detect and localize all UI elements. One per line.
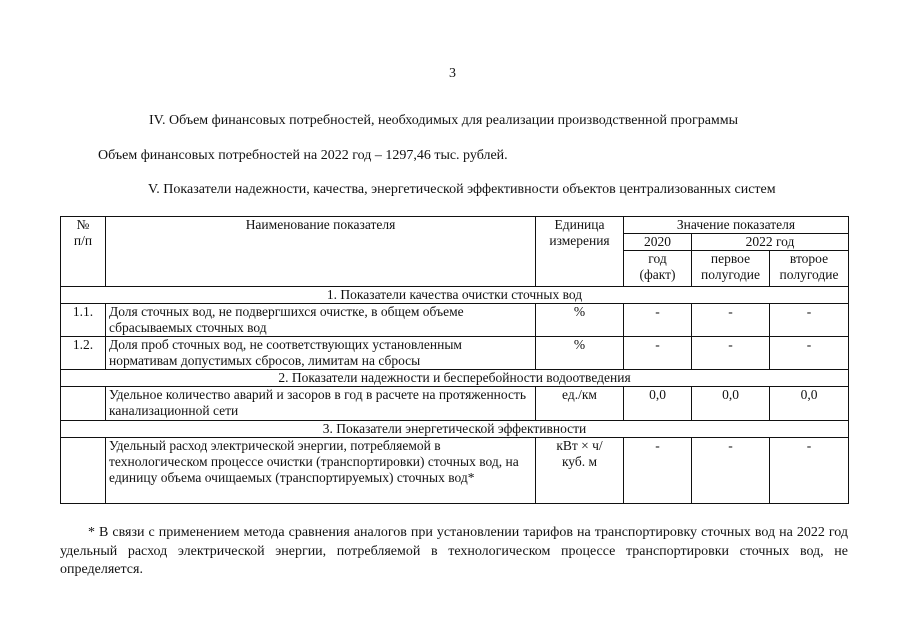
- row-value-half-2: 0,0: [770, 387, 849, 421]
- header-num: № п/п: [61, 217, 106, 287]
- header-2020-fact: год (факт): [624, 251, 692, 287]
- header-2020: 2020: [624, 234, 692, 251]
- row-num: [61, 387, 106, 421]
- header-unit: Единица измерения: [536, 217, 624, 287]
- row-num: 1.2.: [61, 337, 106, 370]
- header-2022: 2022 год: [692, 234, 849, 251]
- row-unit: %: [536, 304, 624, 337]
- row-unit: ед./км: [536, 387, 624, 421]
- row-value-2020: -: [624, 337, 692, 370]
- row-value-2020: 0,0: [624, 387, 692, 421]
- indicators-table: [60, 216, 849, 504]
- table-row: [61, 387, 849, 421]
- row-num: 1.1.: [61, 304, 106, 337]
- row-name: Удельный расход электрической энергии, потребляемой в технологическом процессе очистки (транспортировки) сточных вод, на единицу объема очищаемых (транспортируемых) сточных вод*: [106, 438, 536, 504]
- table-row: [61, 438, 849, 504]
- row-value-2020: -: [624, 304, 692, 337]
- row-value-half-1: -: [692, 438, 770, 504]
- section-title-quality: 1. Показатели качества очистки сточных вод: [61, 287, 849, 304]
- row-value-half-2: -: [770, 304, 849, 337]
- table-row: [61, 337, 849, 370]
- row-value-half-1: -: [692, 337, 770, 370]
- table-row: [61, 304, 849, 337]
- section-5-title: V. Показатели надежности, качества, энергетической эффективности объектов централизованных систем: [148, 182, 776, 197]
- row-value-half-2: -: [770, 337, 849, 370]
- header-half-1: первое полугодие: [692, 251, 770, 287]
- page-number: 3: [449, 66, 456, 81]
- row-name: Удельное количество аварий и засоров в год в расчете на протяженность канализационной сети: [106, 387, 536, 421]
- row-unit: %: [536, 337, 624, 370]
- financial-needs-text: Объем финансовых потребностей на 2022 год – 1297,46 тыс. рублей.: [98, 148, 508, 163]
- section-title-reliability: 2. Показатели надежности и бесперебойности водоотведения: [61, 370, 849, 387]
- header-half-2: второе полугодие: [770, 251, 849, 287]
- section-4-title: IV. Объем финансовых потребностей, необходимых для реализации производственной программы: [149, 113, 739, 128]
- header-value: Значение показателя: [624, 217, 849, 234]
- row-value-half-1: -: [692, 304, 770, 337]
- row-name: Доля проб сточных вод, не соответствующих установленным нормативам допустимых сбросов, лимитам на сбросы: [106, 337, 536, 370]
- row-unit: кВт × ч/ куб. м: [536, 438, 624, 504]
- row-value-2020: -: [624, 438, 692, 504]
- row-value-half-2: -: [770, 438, 849, 504]
- row-name: Доля сточных вод, не подвергшихся очистке, в общем объеме сбрасываемых сточных вод: [106, 304, 536, 337]
- row-value-half-1: 0,0: [692, 387, 770, 421]
- footnote: * В связи с применением метода сравнения аналогов при установлении тарифов на транспортировку сточных вод на 2022 год удельный расход электрической энергии, потребляемой в технологическом процессе транспортировки сточных вод, не определяется.: [60, 525, 848, 577]
- row-num: [61, 438, 106, 504]
- section-title-energy: 3. Показатели энергетической эффективности: [61, 421, 849, 438]
- header-name: Наименование показателя: [106, 217, 536, 287]
